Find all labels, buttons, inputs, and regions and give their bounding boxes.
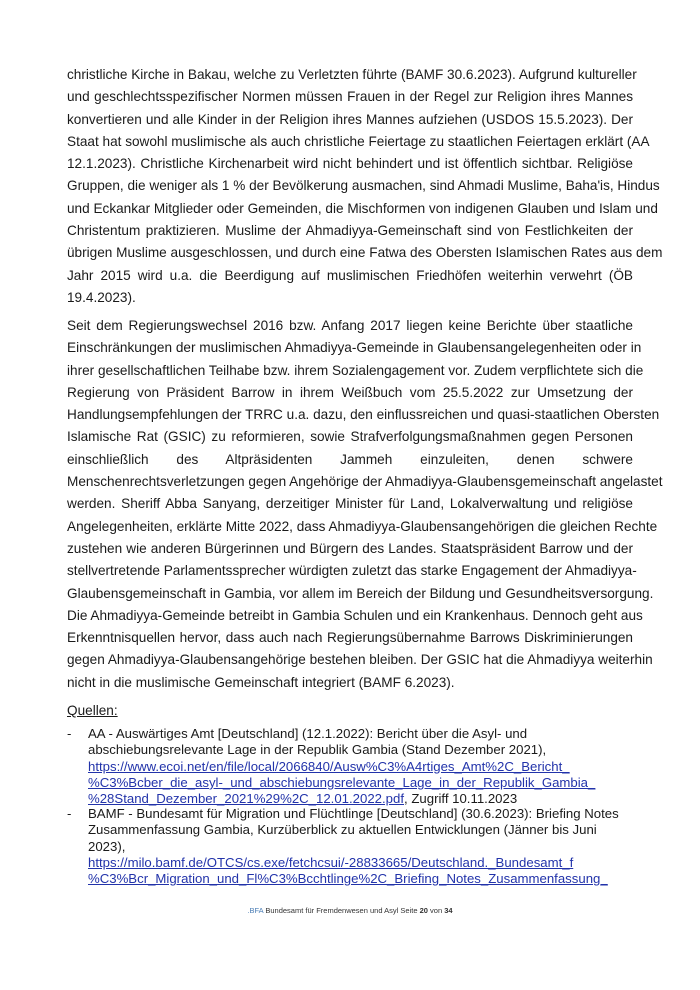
list-dash: - [67,806,72,821]
text-line: Gruppen, die weniger als 1 % der Bevölkerung ausmachen, sind Ahmadi Muslime, Baha'is, Hindus [67,178,660,194]
text-line: 19.4.2023). [67,289,136,305]
text-line: nicht in die muslimische Gemeinschaft integriert (BAMF 6.2023). [67,674,455,690]
text-line: Staat hat sowohl muslimische als auch christliche Feiertage zu staatlichen Feiertagen erklärt (AA [67,133,650,149]
source-item [67,806,637,887]
text-line: stellvertretende Parlamentssprecher würdigten zuletzt das starke Engagement der Ahmadiyya- [67,563,637,579]
text-line: werden. Sheriff Abba Sanyang, derzeitiger Minister für Land, Lokalverwaltung und religiöse [67,496,633,512]
text-line: gegen Ahmadiyya-Glaubensangehörige bestehen bleiben. Der GSIC hat die Ahmadiyya weiterhin [67,652,653,668]
text-line: Jahr 2015 wird u.a. die Beerdigung auf muslimischen Friedhöfen weiterhin verwehrt (ÖB [67,267,633,283]
source-text: AA - Auswärtiges Amt [Deutschland] (12.1.2022): Bericht über die Asyl- und abschiebungsrelevante Lage in der Republik Gambia (Stand Dezember 2021), [88,726,547,758]
text-line: Islamische Rat (GSIC) zu reformieren, sowie Strafverfolgungsmaßnahmen gegen Personen [67,429,633,445]
source-text: BAMF - Bundesamt für Migration und Flüchtlinge [Deutschland] (30.6.2023): Briefing Notes Zusammenfassung Gambia, Kurzüberblick zu aktuellen Entwicklungen (Jänner bis Juni 2023), [88,806,619,854]
text-line: Seit dem Regierungswechsel 2016 bzw. Anfang 2017 liegen keine Berichte über staatliche [67,318,633,333]
text-line: Erkenntnisquellen hervor, dass auch nach Regierungsübernahme Barrows Diskriminierungen [67,630,633,646]
text-line: zustehen wie anderen Bürgerinnen und Bürgern des Landes. Staatspräsident Barrow und der [67,540,633,556]
body-paragraph-2 [67,315,663,694]
text-line: und Eckankar Mitglieder oder Gemeinden, die Mischformen von indigenen Glauben und Islam und [67,200,658,216]
source-link[interactable]: https://milo.bamf.de/OTCS/cs.exe/fetchcsui/-28833665/Deutschland._Bundesamt_f %C3%Bcr_Migration_und_Fl%C3%Bcchtlinge%2C_Briefing_Notes_Zusammenfassung_ [88,854,608,887]
text-line: übrigen Muslime ausgeschlossen, und durch eine Fatwa des Obersten Islamischen Rates aus dem [67,245,663,261]
text-line: christliche Kirche in Bakau, welche zu Verletzten führte (BAMF 30.6.2023). Aufgrund kultureller [67,67,637,82]
text-line: Glaubensgemeinschaft in Gambia, vor allem im Bereich der Bildung und Gesundheitsversorgung. [67,585,654,601]
text-line: Einschränkungen der muslimischen Ahmadiyya-Gemeinde in Glaubensangelegenheiten oder in [67,340,642,356]
access-date: , Zugriff 10.11.2023 [404,791,518,807]
text-line: ihrer gesellschaftlichen Teilhabe bzw. ihrem Sozialengagement vor. Zudem verpflichtete sich die [67,362,644,378]
text-line: und geschlechtsspezifischer Normen müssen Frauen in der Regel zur Religion ihres Mannes [67,89,633,105]
text-line: Menschenrechtsverletzungen gegen Angehörige der Ahmadiyya-Glaubensgemeinschaft angelastet [67,474,663,490]
bfa-logo: .BFA [247,906,264,915]
text-line: 12.1.2023). Christliche Kirchenarbeit wird nicht behindert und ist öffentlich sichtbar. Religiöse [67,156,633,172]
text-line: konvertieren und alle Kinder in der Religion ihres Mannes aufziehen (USDOS 15.5.2023). Der [67,111,633,127]
text-line: Angelegenheiten, erklärte Mitte 2022, dass Ahmadiyya-Glaubensangehörigen die gleichen Rechte [67,518,658,534]
page-total: 34 [444,906,453,915]
body-paragraph-1 [67,64,663,309]
source-link[interactable]: https://www.ecoi.net/en/file/local/2066840/Ausw%C3%A4rtiges_Amt%2C_Bericht_ %C3%Bcber_die_asyl-_und_abschiebungsrelevante_Lage_in_der_Republik_Gambia_ %28Stand_Dezember_2021%29%2C_12.01.2022.pdf [88,758,596,807]
text-line: einschließlich des Altpräsidenten Jammeh einzuleiten, denen schwere [67,451,633,467]
page-number: 20 [419,906,428,915]
text-line: Die Ahmadiyya-Gemeinde betreibt in Gambia Schulen und ein Krankenhaus. Dennoch geht aus [67,607,643,623]
page-footer: .BFA Bundesamt für Fremdenwesen und Asyl Seite 20 von 34 [247,906,453,915]
source-item [67,726,637,807]
list-dash: - [67,726,72,741]
text-line: Handlungsempfehlungen der TRRC u.a. dazu, den einflussreichen und quasi-staatlichen Obersten [67,407,660,423]
sources-heading: Quellen: [67,703,118,718]
text-line: Christentum praktizieren. Muslime der Ahmadiyya-Gemeinschaft sind von Festlichkeiten der [67,223,633,239]
text-line: Regierung von Präsident Barrow in ihrem Weißbuch vom 25.5.2022 zur Umsetzung der [67,384,633,400]
